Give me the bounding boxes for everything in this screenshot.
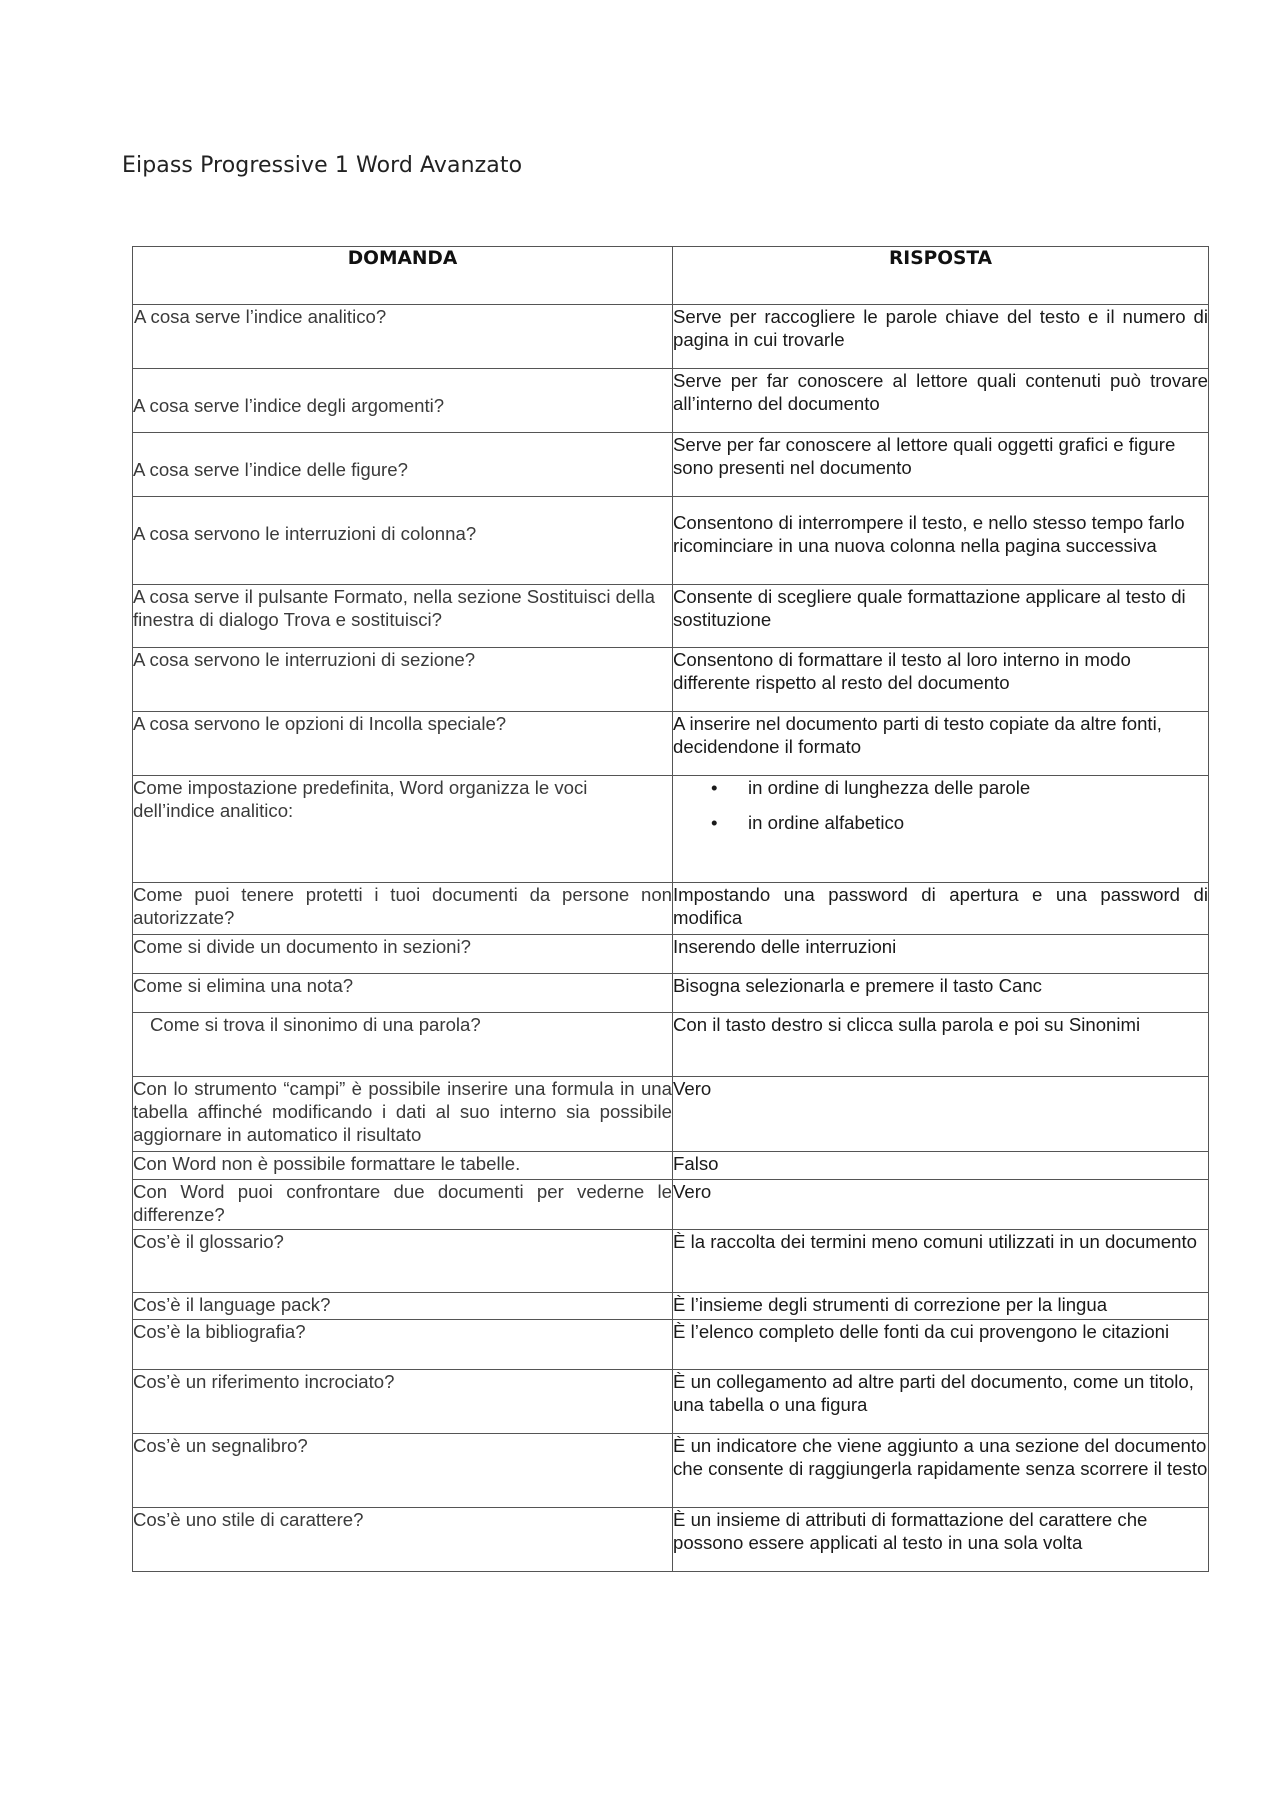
header-risposta: RISPOSTA <box>673 247 1209 305</box>
list-item: • in ordine di lunghezza delle parole <box>711 776 1208 799</box>
question-cell: Cos’è un segnalibro? <box>133 1434 673 1508</box>
answer-cell: Falso <box>673 1152 1209 1180</box>
question-cell: Con lo strumento “campi” è possibile inserire una formula in una tabella affinché modificando i dati al suo interno sia possibile aggiornare in automatico il risultato <box>133 1077 673 1152</box>
question-cell: A cosa servono le opzioni di Incolla speciale? <box>133 712 673 776</box>
question-cell: Come si trova il sinonimo di una parola? <box>133 1013 673 1077</box>
table-row <box>133 1230 1209 1293</box>
answer-cell: È un indicatore che viene aggiunto a una sezione del documento che consente di raggiungerla rapidamente senza scorrere il testo <box>673 1434 1209 1508</box>
table-row <box>133 497 1209 585</box>
answer-cell: Vero <box>673 1180 1209 1230</box>
table-header-row <box>133 247 1209 305</box>
table-row <box>133 776 1209 883</box>
question-cell: Con Word non è possibile formattare le tabelle. <box>133 1152 673 1180</box>
answer-cell: Vero <box>673 1077 1209 1152</box>
table-row <box>133 1013 1209 1077</box>
question-cell: Cos’è un riferimento incrociato? <box>133 1370 673 1434</box>
question-cell: Come si divide un documento in sezioni? <box>133 935 673 974</box>
question-cell: Cos’è il language pack? <box>133 1293 673 1320</box>
table-row <box>133 1370 1209 1434</box>
table-row <box>133 648 1209 712</box>
question-cell: Cos’è la bibliografia? <box>133 1320 673 1370</box>
question-cell: A cosa serve l’indice degli argomenti? <box>133 369 673 433</box>
answer-cell: Serve per far conoscere al lettore quali contenuti può trovare all’interno del documento <box>673 369 1209 433</box>
table-row <box>133 1293 1209 1320</box>
qa-table <box>132 246 1209 1572</box>
table-row <box>133 433 1209 497</box>
answer-cell: È l’insieme degli strumenti di correzione per la lingua <box>673 1293 1209 1320</box>
table-row <box>133 1077 1209 1152</box>
table-row <box>133 1434 1209 1508</box>
question-cell: Cos’è il glossario? <box>133 1230 673 1293</box>
answer-cell: A inserire nel documento parti di testo copiate da altre fonti, decidendone il formato <box>673 712 1209 776</box>
question-cell: A cosa servono le interruzioni di colonna? <box>133 497 673 585</box>
table-row <box>133 974 1209 1013</box>
list-item: • in ordine alfabetico <box>711 811 1208 834</box>
question-cell: Cos’è uno stile di carattere? <box>133 1508 673 1572</box>
table-row <box>133 1508 1209 1572</box>
question-cell: Come puoi tenere protetti i tuoi documenti da persone non autorizzate? <box>133 883 673 935</box>
table-row <box>133 883 1209 935</box>
answer-cell: Inserendo delle interruzioni <box>673 935 1209 974</box>
table-row <box>133 585 1209 648</box>
answer-cell: È la raccolta dei termini meno comuni utilizzati in un documento <box>673 1230 1209 1293</box>
question-cell: Come impostazione predefinita, Word organizza le voci dell’indice analitico: <box>133 776 673 883</box>
table-row <box>133 712 1209 776</box>
question-cell: A cosa servono le interruzioni di sezione? <box>133 648 673 712</box>
answer-cell: Serve per raccogliere le parole chiave del testo e il numero di pagina in cui trovarle <box>673 305 1209 369</box>
answer-cell: Consente di scegliere quale formattazione applicare al testo di sostituzione <box>673 585 1209 648</box>
question-cell: A cosa serve il pulsante Formato, nella sezione Sostituisci della finestra di dialogo Trova e sostituisci? <box>133 585 673 648</box>
answer-cell: È l’elenco completo delle fonti da cui provengono le citazioni <box>673 1320 1209 1370</box>
answer-cell: Consentono di formattare il testo al loro interno in modo differente rispetto al resto del documento <box>673 648 1209 712</box>
table-row <box>133 1180 1209 1230</box>
answer-cell: È un insieme di attributi di formattazione del carattere che possono essere applicati al testo in una sola volta <box>673 1508 1209 1572</box>
table-row <box>133 1152 1209 1180</box>
options-list <box>673 776 1208 834</box>
answer-cell: Consentono di interrompere il testo, e nello stesso tempo farlo ricominciare in una nuova colonna nella pagina successiva <box>673 497 1209 585</box>
answer-cell <box>673 776 1209 883</box>
table-row <box>133 1320 1209 1370</box>
header-domanda: DOMANDA <box>133 247 673 305</box>
document-title: Eipass Progressive 1 Word Avanzato <box>122 153 523 178</box>
answer-cell: Bisogna selezionarla e premere il tasto Canc <box>673 974 1209 1013</box>
question-cell: Come si elimina una nota? <box>133 974 673 1013</box>
table-row <box>133 305 1209 369</box>
question-cell: A cosa serve l’indice analitico? <box>133 305 673 369</box>
table-row <box>133 935 1209 974</box>
answer-cell: Serve per far conoscere al lettore quali oggetti grafici e figure sono presenti nel documento <box>673 433 1209 497</box>
question-cell: A cosa serve l’indice delle figure? <box>133 433 673 497</box>
answer-cell: Impostando una password di apertura e una password di modifica <box>673 883 1209 935</box>
answer-cell: Con il tasto destro si clicca sulla parola e poi su Sinonimi <box>673 1013 1209 1077</box>
question-cell: Con Word puoi confrontare due documenti per vederne le differenze? <box>133 1180 673 1230</box>
answer-cell: È un collegamento ad altre parti del documento, come un titolo, una tabella o una figura <box>673 1370 1209 1434</box>
table-row <box>133 369 1209 433</box>
